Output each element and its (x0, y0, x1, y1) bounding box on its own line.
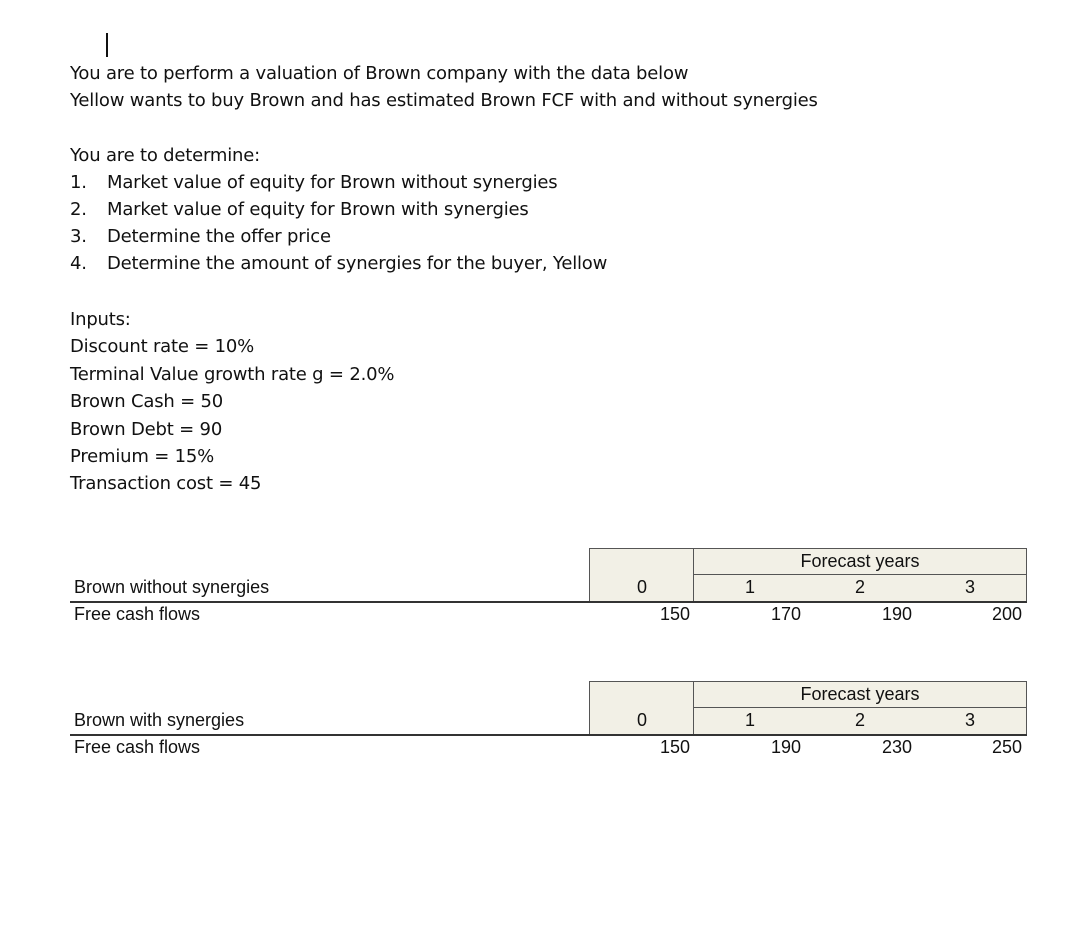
list-text: Market value of equity for Brown with synergies (107, 199, 529, 220)
inputs-heading: Inputs: (70, 309, 131, 330)
fcf-value: 250 (991, 737, 1022, 757)
fcf-value: 190 (770, 737, 801, 757)
input-transaction-cost: Transaction cost = 45 (70, 473, 262, 495)
fcf-value: 190 (881, 604, 912, 624)
year-label: 3 (964, 577, 975, 597)
row-label: Free cash flows (74, 604, 201, 624)
fcf-value: 170 (770, 604, 801, 624)
input-discount-rate: Discount rate = 10% (70, 336, 255, 358)
list-number: 4. (70, 253, 87, 274)
forecast-header: Forecast years (800, 551, 920, 571)
task-heading: You are to determine: (70, 145, 260, 166)
table-rule (70, 734, 1027, 736)
list-number: 3. (70, 226, 87, 247)
year-label: 2 (854, 577, 865, 597)
row-label: Free cash flows (74, 737, 201, 757)
inputs-block (70, 306, 394, 498)
input-brown-debt: Brown Debt = 90 (70, 418, 223, 440)
table-title: Brown with synergies (74, 710, 245, 730)
text-cursor (106, 33, 108, 57)
fcf-value: 230 (881, 737, 912, 757)
year-label: 1 (744, 577, 755, 597)
list-text: Determine the amount of synergies for the buyer, Yellow (107, 253, 608, 274)
list-text: Determine the offer price (107, 226, 331, 247)
list-text: Market value of equity for Brown without synergies (107, 172, 558, 193)
input-brown-cash: Brown Cash = 50 (70, 391, 224, 413)
year-label: 1 (744, 710, 755, 730)
table-rule (70, 601, 1027, 603)
intro-line-2: Yellow wants to buy Brown and has estimated Brown FCF with and without synergies (70, 90, 818, 111)
fcf-value: 150 (659, 604, 690, 624)
forecast-header: Forecast years (800, 684, 920, 704)
fcf-value: 200 (991, 604, 1022, 624)
year-label: 0 (636, 577, 647, 597)
table-title: Brown without synergies (74, 577, 270, 597)
fcf-value: 150 (659, 737, 690, 757)
input-premium: Premium = 15% (70, 446, 215, 468)
list-number: 1. (70, 172, 87, 193)
year-label: 0 (636, 710, 647, 730)
list-number: 2. (70, 199, 87, 220)
intro-line-1: You are to perform a valuation of Brown company with the data below (70, 63, 689, 84)
input-growth-rate: Terminal Value growth rate g = 2.0% (70, 363, 395, 385)
year-label: 3 (964, 710, 975, 730)
year-label: 2 (854, 710, 865, 730)
